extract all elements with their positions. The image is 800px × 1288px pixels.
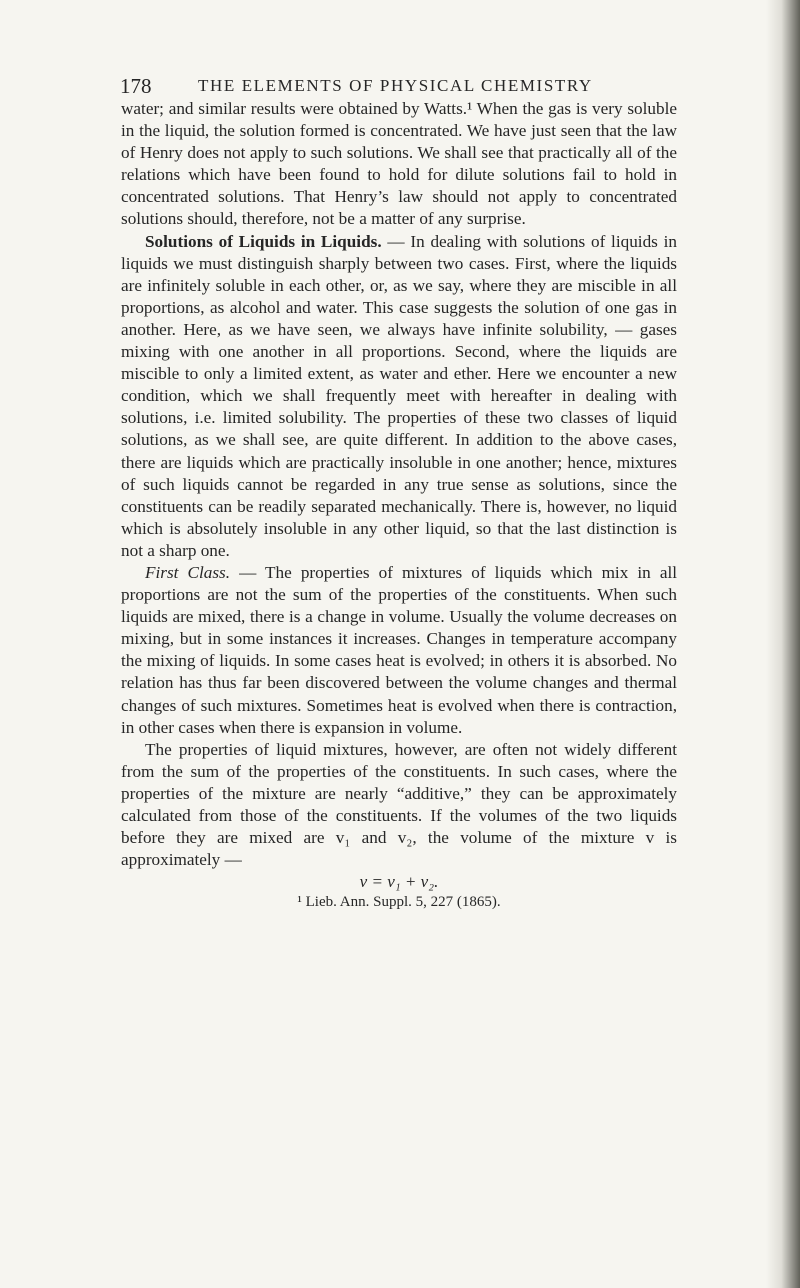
paragraph-additive-properties: The properties of liquid mixtures, however, are often not widely different from the sum of the properties of the constituents. In such cases, where the properties of the mixture are nearly “additive,” they can be approximately calculated from those of the constituents. If the volumes of the two liquids before they are mixed are v₁ and v₂, the volume of the mixture v is approximately — — [121, 739, 677, 870]
footnote: ¹ Lieb. Ann. Suppl. 5, 227 (1865). — [297, 894, 501, 911]
running-title: THE ELEMENTS OF PHYSICAL CHEMISTRY — [198, 76, 593, 95]
subsection-heading: First Class. — [145, 562, 231, 582]
paragraph-liquids-in-liquids — [121, 231, 677, 562]
paragraph-text: — In dealing with solutions of liquids in liquids we must distinguish sharply between two cases. First, where the liquids are infinitely soluble in each other, or, as we say, where they are miscible in all proportions, as alcohol and water. This case suggests the solution of one gas in another. Here, as we have seen, we always have infinite solubility, — gases mixing with one another in all proportions. Second, where the liquids are miscible to only a limited extent, as water and ether. Here we encounter a new condition, which we shall frequently meet with hereafter in dealing with solutions, i.e. limited solubility. The properties of these two classes of liquid solutions, as we shall see, are quite different. In addition to the above cases, there are liquids which are practically insoluble in one another; hence, mixtures of such liquids cannot be regarded in any true sense as solutions, since the constituents can be readily separated mechanically. There is, however, no liquid which is absolutely insoluble in any other liquid, so that the last distinction is not a sharp one. — [121, 231, 677, 560]
paragraph-henry-law: water; and similar results were obtained by Watts.¹ When the gas is very soluble in the liquid, the solution formed is concentrated. We have just seen that the law of Henry does not apply to such solutions. We shall see that practically all of the relations which have been found to hold for dilute solutions fail to hold in concentrated solutions. That Henry’s law should not apply to concentrated solutions should, therefore, not be a matter of any surprise. — [121, 99, 677, 229]
paragraph-first-class — [121, 562, 677, 739]
volume-formula: v = v₁ + v₂. — [359, 872, 439, 892]
body-text — [121, 98, 677, 911]
page-number: 178 — [120, 74, 152, 98]
page-edge-shadow — [766, 0, 800, 1288]
paragraph-text: — The properties of mixtures of liquids which mix in all proportions are not the sum of the properties of the constituents. When such liquids are mixed, there is a change in volume. Usually the volume decreases on mixing, but in some instances it increases. Changes in temperature accompany the mixing of liquids. In some cases heat is evolved; in others it is absorbed. No relation has thus far been discovered between the volume changes and thermal changes of such mixtures. Sometimes heat is evolved when there is contraction, in other cases when there is expansion in volume. — [121, 562, 677, 737]
section-heading: Solutions of Liquids in Liquids. — [145, 231, 382, 251]
